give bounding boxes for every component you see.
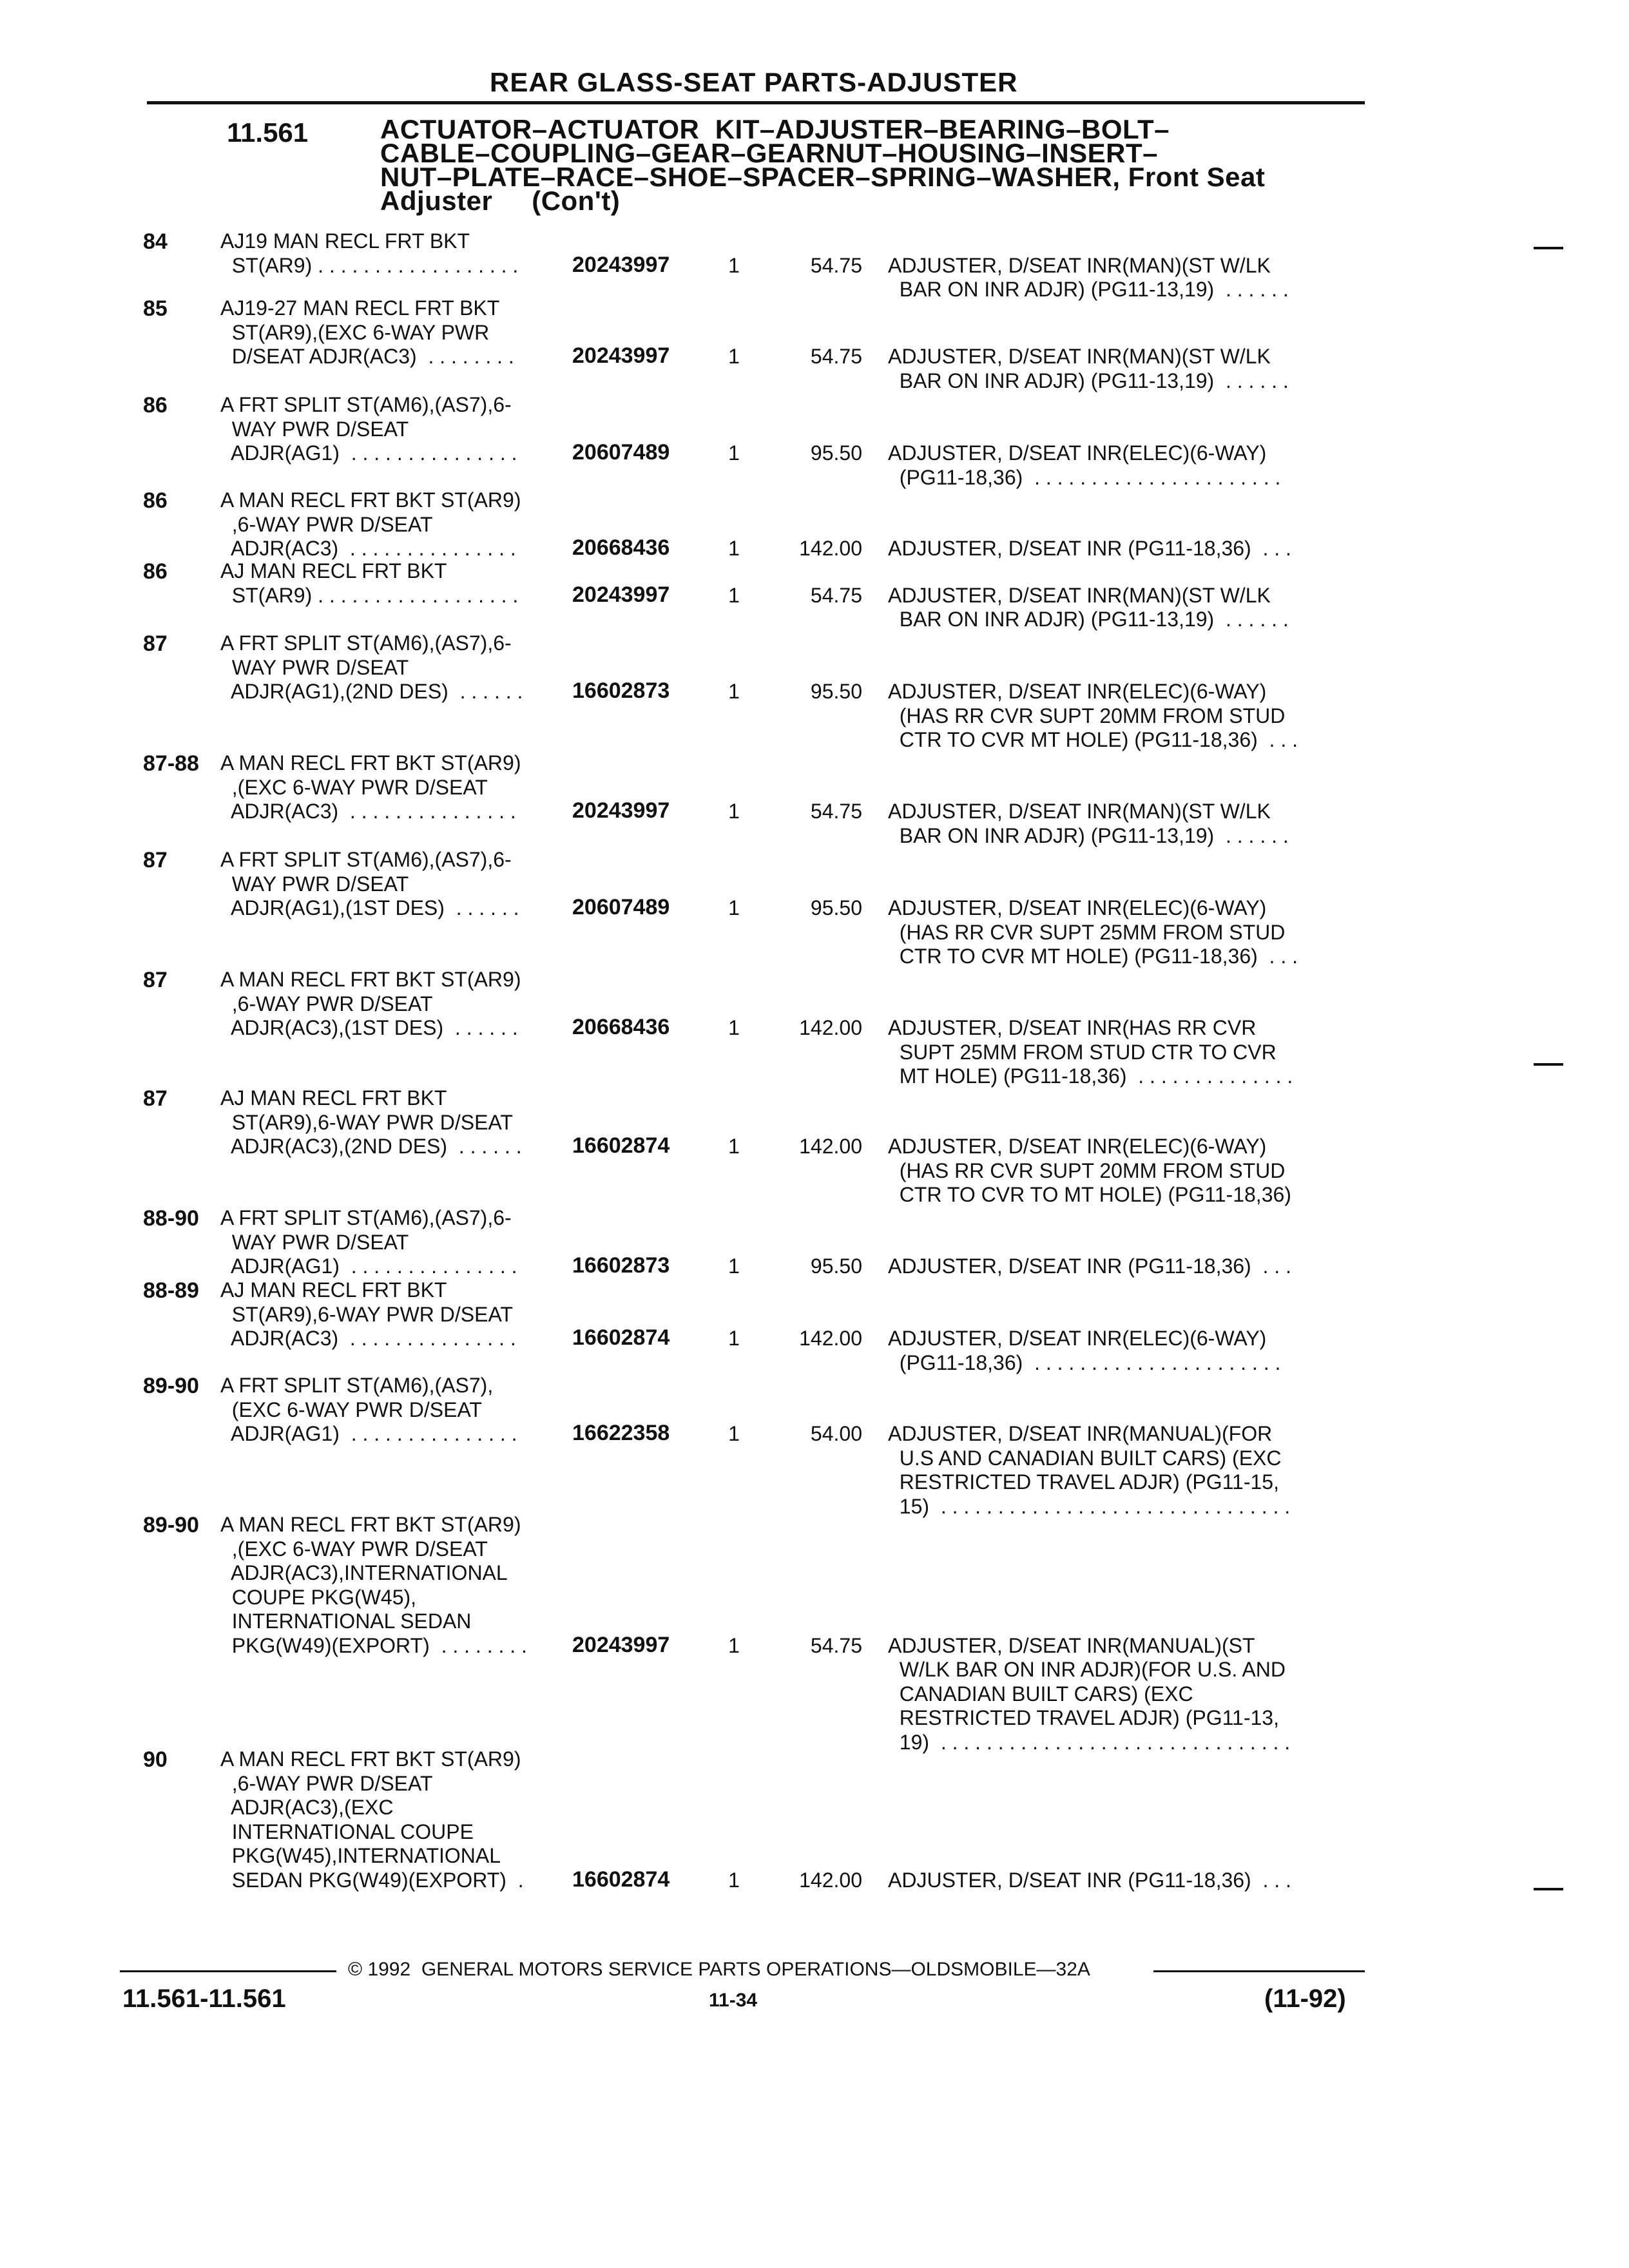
usage-description-line: ADJR(AC3),INTERNATIONAL	[220, 1561, 508, 1584]
copyright-notice: © 1992 GENERAL MOTORS SERVICE PARTS OPERATIONS—OLDSMOBILE—32A	[348, 1959, 1090, 1980]
quantity: 1	[728, 1633, 740, 1657]
usage-description-line: ADJR(AC3) . . . . . . . . . . . . . . .	[220, 537, 516, 560]
price: 142.00	[799, 1135, 862, 1158]
callout-ref: 86	[143, 393, 168, 418]
usage-description-line: ADJR(AG1) . . . . . . . . . . . . . . .	[220, 441, 517, 465]
callout-ref: 87	[143, 968, 168, 992]
price: 142.00	[799, 1868, 862, 1892]
usage-description-line: A MAN RECL FRT BKT ST(AR9)	[220, 1513, 521, 1536]
quantity: 1	[728, 1016, 740, 1039]
callout-ref: 87	[143, 848, 168, 872]
usage-description-line: A MAN RECL FRT BKT ST(AR9)	[220, 488, 521, 512]
part-name-line: ADJUSTER, D/SEAT INR(MAN)(ST W/LK	[888, 345, 1271, 368]
usage-description-line: ADJR(AC3) . . . . . . . . . . . . . . .	[220, 1327, 516, 1350]
part-name-line: CTR TO CVR MT HOLE) (PG11-18,36) . . .	[888, 945, 1298, 968]
part-name-line: 19) . . . . . . . . . . . . . . . . . . . . . . . . . . . . . . .	[888, 1730, 1291, 1754]
part-number: 16622358	[572, 1421, 670, 1445]
usage-description-line: ADJR(AC3) . . . . . . . . . . . . . . .	[220, 800, 516, 823]
part-number: 16602873	[572, 1253, 670, 1278]
part-name-line: ADJUSTER, D/SEAT INR(HAS RR CVR	[888, 1016, 1257, 1039]
usage-description-line: AJ MAN RECL FRT BKT	[220, 1278, 447, 1302]
section-heading-line: NUT–PLATE–RACE–SHOE–SPACER–SPRING–WASHER, Front Seat	[380, 162, 1266, 192]
quantity: 1	[728, 680, 740, 703]
price: 54.75	[810, 1633, 862, 1657]
usage-description-line: A MAN RECL FRT BKT ST(AR9)	[220, 1747, 521, 1771]
quantity: 1	[728, 1135, 740, 1158]
usage-description-line: A MAN RECL FRT BKT ST(AR9)	[220, 968, 521, 991]
part-number: 20243997	[572, 343, 670, 368]
usage-description-line: A FRT SPLIT ST(AM6),(AS7),6-	[220, 631, 512, 655]
usage-description-line: INTERNATIONAL SEDAN	[220, 1610, 472, 1633]
quantity: 1	[728, 896, 740, 919]
page-title: REAR GLASS-SEAT PARTS-ADJUSTER	[490, 67, 1018, 97]
part-name-line: ADJUSTER, D/SEAT INR(ELEC)(6-WAY)	[888, 896, 1267, 919]
usage-description-line: ST(AR9),(EXC 6-WAY PWR	[220, 320, 490, 344]
part-number: 16602874	[572, 1867, 670, 1892]
quantity: 1	[728, 1254, 740, 1278]
part-name-line: ADJUSTER, D/SEAT INR(MANUAL)(FOR	[888, 1422, 1273, 1445]
quantity: 1	[728, 583, 740, 607]
part-name-line: RESTRICTED TRAVEL ADJR) (PG11-15,	[888, 1470, 1279, 1494]
part-name-line: ADJUSTER, D/SEAT INR(MAN)(ST W/LK	[888, 253, 1271, 277]
callout-ref: 86	[143, 559, 168, 584]
price: 142.00	[799, 1016, 862, 1039]
price: 95.50	[810, 896, 862, 919]
quantity: 1	[728, 441, 740, 465]
usage-description-line: AJ MAN RECL FRT BKT	[220, 1086, 447, 1110]
part-name-line: U.S AND CANADIAN BUILT CARS) (EXC	[888, 1446, 1282, 1470]
quantity: 1	[728, 537, 740, 560]
usage-description-line: ADJR(AG1),(1ST DES) . . . . . .	[220, 896, 519, 919]
price: 54.75	[810, 583, 862, 607]
usage-description-line: A FRT SPLIT ST(AM6),(AS7),6-	[220, 1206, 512, 1229]
part-number: 20243997	[572, 582, 670, 607]
part-number: 16602874	[572, 1133, 670, 1158]
part-number: 20668436	[572, 1015, 670, 1039]
quantity: 1	[728, 345, 740, 368]
usage-description-line: WAY PWR D/SEAT	[220, 417, 409, 441]
section-range: 11.561-11.561	[122, 1984, 286, 2013]
part-number: 20607489	[572, 895, 670, 919]
quantity: 1	[728, 1868, 740, 1892]
part-name-line: ADJUSTER, D/SEAT INR (PG11-18,36) . . .	[888, 1254, 1291, 1278]
part-name-line: BAR ON INR ADJR) (PG11-13,19) . . . . . .	[888, 608, 1289, 631]
part-number: 20668436	[572, 535, 670, 560]
usage-description-line: ADJR(AG1) . . . . . . . . . . . . . . .	[220, 1422, 517, 1445]
callout-ref: 86	[143, 488, 168, 513]
margin-mark	[1534, 1063, 1563, 1066]
part-number: 16602874	[572, 1325, 670, 1350]
part-name-line: ADJUSTER, D/SEAT INR(ELEC)(6-WAY)	[888, 1327, 1267, 1350]
part-number: 20243997	[572, 252, 670, 277]
usage-description-line: A MAN RECL FRT BKT ST(AR9)	[220, 751, 521, 774]
part-name-line: CANADIAN BUILT CARS) (EXC	[888, 1682, 1193, 1706]
price: 95.50	[810, 1254, 862, 1278]
part-number: 20243997	[572, 1632, 670, 1657]
usage-description-line: ADJR(AC3),(2ND DES) . . . . . .	[220, 1135, 522, 1158]
usage-description-line: AJ MAN RECL FRT BKT	[220, 559, 447, 582]
part-name-line: SUPT 25MM FROM STUD CTR TO CVR	[888, 1040, 1277, 1064]
price: 54.00	[810, 1422, 862, 1445]
usage-description-line: ADJR(AG1),(2ND DES) . . . . . .	[220, 680, 523, 703]
usage-description-line: (EXC 6-WAY PWR D/SEAT	[220, 1398, 482, 1421]
callout-ref: 90	[143, 1747, 168, 1772]
footer-rule-left	[120, 1970, 336, 1972]
callout-ref: 85	[143, 296, 168, 321]
quantity: 1	[728, 253, 740, 277]
usage-description-line: ADJR(AG1) . . . . . . . . . . . . . . .	[220, 1254, 517, 1278]
section-heading-line: CABLE–COUPLING–GEAR–GEARNUT–HOUSING–INSERT–	[380, 138, 1159, 168]
part-name-line: BAR ON INR ADJR) (PG11-13,19) . . . . . .	[888, 369, 1289, 392]
section-heading-line: ACTUATOR–ACTUATOR KIT–ADJUSTER–BEARING–BOLT–	[380, 114, 1170, 144]
price: 95.50	[810, 441, 862, 465]
page-number: 11-34	[709, 1990, 758, 2011]
usage-description-line: PKG(W45),INTERNATIONAL	[220, 1844, 501, 1867]
part-number: 16602873	[572, 678, 670, 703]
usage-description-line: ,(EXC 6-WAY PWR D/SEAT	[220, 1537, 488, 1561]
part-number: 20243997	[572, 798, 670, 823]
usage-description-line: AJ19 MAN RECL FRT BKT	[220, 229, 470, 253]
callout-ref: 89-90	[143, 1513, 199, 1537]
usage-description-line: ST(AR9),6-WAY PWR D/SEAT	[220, 1302, 513, 1326]
title-rule	[147, 101, 1365, 104]
usage-description-line: AJ19-27 MAN RECL FRT BKT	[220, 296, 500, 320]
part-name-line: ADJUSTER, D/SEAT INR (PG11-18,36) . . .	[888, 1868, 1291, 1892]
price: 54.75	[810, 253, 862, 277]
part-name-line: (HAS RR CVR SUPT 20MM FROM STUD	[888, 1158, 1286, 1182]
price: 54.75	[810, 800, 862, 823]
usage-description-line: ADJR(AC3),(1ST DES) . . . . . .	[220, 1016, 518, 1039]
quantity: 1	[728, 1422, 740, 1445]
part-name-line: ADJUSTER, D/SEAT INR(ELEC)(6-WAY)	[888, 1135, 1267, 1158]
callout-ref: 88-89	[143, 1278, 199, 1303]
callout-ref: 84	[143, 229, 168, 254]
part-name-line: (PG11-18,36) . . . . . . . . . . . . . . . . . . . . . .	[888, 465, 1281, 489]
callout-ref: 87-88	[143, 751, 199, 776]
usage-description-line: A FRT SPLIT ST(AM6),(AS7),6-	[220, 848, 512, 871]
part-name-line: (PG11-18,36) . . . . . . . . . . . . . . . . . . . . . .	[888, 1350, 1281, 1374]
usage-description-line: ,6-WAY PWR D/SEAT	[220, 992, 433, 1015]
price: 95.50	[810, 680, 862, 703]
footer-rule-right	[1153, 1970, 1365, 1972]
callout-ref: 87	[143, 631, 168, 656]
quantity: 1	[728, 800, 740, 823]
usage-description-line: A FRT SPLIT ST(AM6),(AS7),6-	[220, 393, 512, 416]
usage-description-line: ST(AR9) . . . . . . . . . . . . . . . . . .	[220, 253, 519, 277]
part-name-line: ADJUSTER, D/SEAT INR(ELEC)(6-WAY)	[888, 441, 1267, 465]
section-number: 11.561	[227, 117, 309, 148]
part-name-line: RESTRICTED TRAVEL ADJR) (PG11-13,	[888, 1706, 1279, 1729]
margin-mark	[1534, 1888, 1563, 1890]
callout-ref: 87	[143, 1086, 168, 1111]
part-name-line: W/LK BAR ON INR ADJR)(FOR U.S. AND	[888, 1658, 1286, 1681]
part-number: 20607489	[572, 440, 670, 465]
section-heading-line: Adjuster (Con't)	[380, 186, 621, 216]
part-name-line: ADJUSTER, D/SEAT INR (PG11-18,36) . . .	[888, 537, 1291, 560]
part-name-line: BAR ON INR ADJR) (PG11-13,19) . . . . . .	[888, 823, 1289, 847]
quantity: 1	[728, 1327, 740, 1350]
usage-description-line: COUPE PKG(W45),	[220, 1585, 417, 1609]
part-name-line: CTR TO CVR TO MT HOLE) (PG11-18,36)	[888, 1183, 1291, 1206]
usage-description-line: ,6-WAY PWR D/SEAT	[220, 512, 433, 536]
date-code: (11-92)	[1264, 1984, 1346, 2013]
usage-description-line: ADJR(AC3),(EXC	[220, 1796, 394, 1819]
usage-description-line: A FRT SPLIT ST(AM6),(AS7),	[220, 1374, 494, 1397]
usage-description-line: WAY PWR D/SEAT	[220, 1230, 409, 1254]
usage-description-line: ST(AR9) . . . . . . . . . . . . . . . . . .	[220, 583, 519, 607]
part-name-line: 15) . . . . . . . . . . . . . . . . . . . . . . . . . . . . . . .	[888, 1494, 1291, 1518]
usage-description-line: INTERNATIONAL COUPE	[220, 1820, 474, 1843]
usage-description-line: PKG(W49)(EXPORT) . . . . . . . .	[220, 1633, 527, 1657]
usage-description-line: ST(AR9),6-WAY PWR D/SEAT	[220, 1110, 513, 1134]
price: 142.00	[799, 1327, 862, 1350]
part-name-line: ADJUSTER, D/SEAT INR(ELEC)(6-WAY)	[888, 680, 1267, 703]
part-name-line: BAR ON INR ADJR) (PG11-13,19) . . . . . .	[888, 278, 1289, 301]
part-name-line: ADJUSTER, D/SEAT INR(MANUAL)(ST	[888, 1633, 1255, 1657]
usage-description-line: ,(EXC 6-WAY PWR D/SEAT	[220, 775, 488, 799]
price: 142.00	[799, 537, 862, 560]
callout-ref: 89-90	[143, 1374, 199, 1398]
part-name-line: ADJUSTER, D/SEAT INR(MAN)(ST W/LK	[888, 583, 1271, 607]
usage-description-line: ,6-WAY PWR D/SEAT	[220, 1771, 433, 1795]
margin-mark	[1534, 247, 1563, 249]
part-name-line: (HAS RR CVR SUPT 25MM FROM STUD	[888, 920, 1286, 944]
usage-description-line: D/SEAT ADJR(AC3) . . . . . . . .	[220, 345, 514, 368]
callout-ref: 88-90	[143, 1206, 199, 1231]
part-name-line: ADJUSTER, D/SEAT INR(MAN)(ST W/LK	[888, 800, 1271, 823]
part-name-line: CTR TO CVR MT HOLE) (PG11-18,36) . . .	[888, 728, 1298, 751]
part-name-line: MT HOLE) (PG11-18,36) . . . . . . . . . . . . . .	[888, 1064, 1293, 1088]
part-name-line: (HAS RR CVR SUPT 20MM FROM STUD	[888, 704, 1286, 727]
usage-description-line: WAY PWR D/SEAT	[220, 655, 409, 679]
usage-description-line: SEDAN PKG(W49)(EXPORT) .	[220, 1868, 524, 1892]
usage-description-line: WAY PWR D/SEAT	[220, 872, 409, 896]
price: 54.75	[810, 345, 862, 368]
